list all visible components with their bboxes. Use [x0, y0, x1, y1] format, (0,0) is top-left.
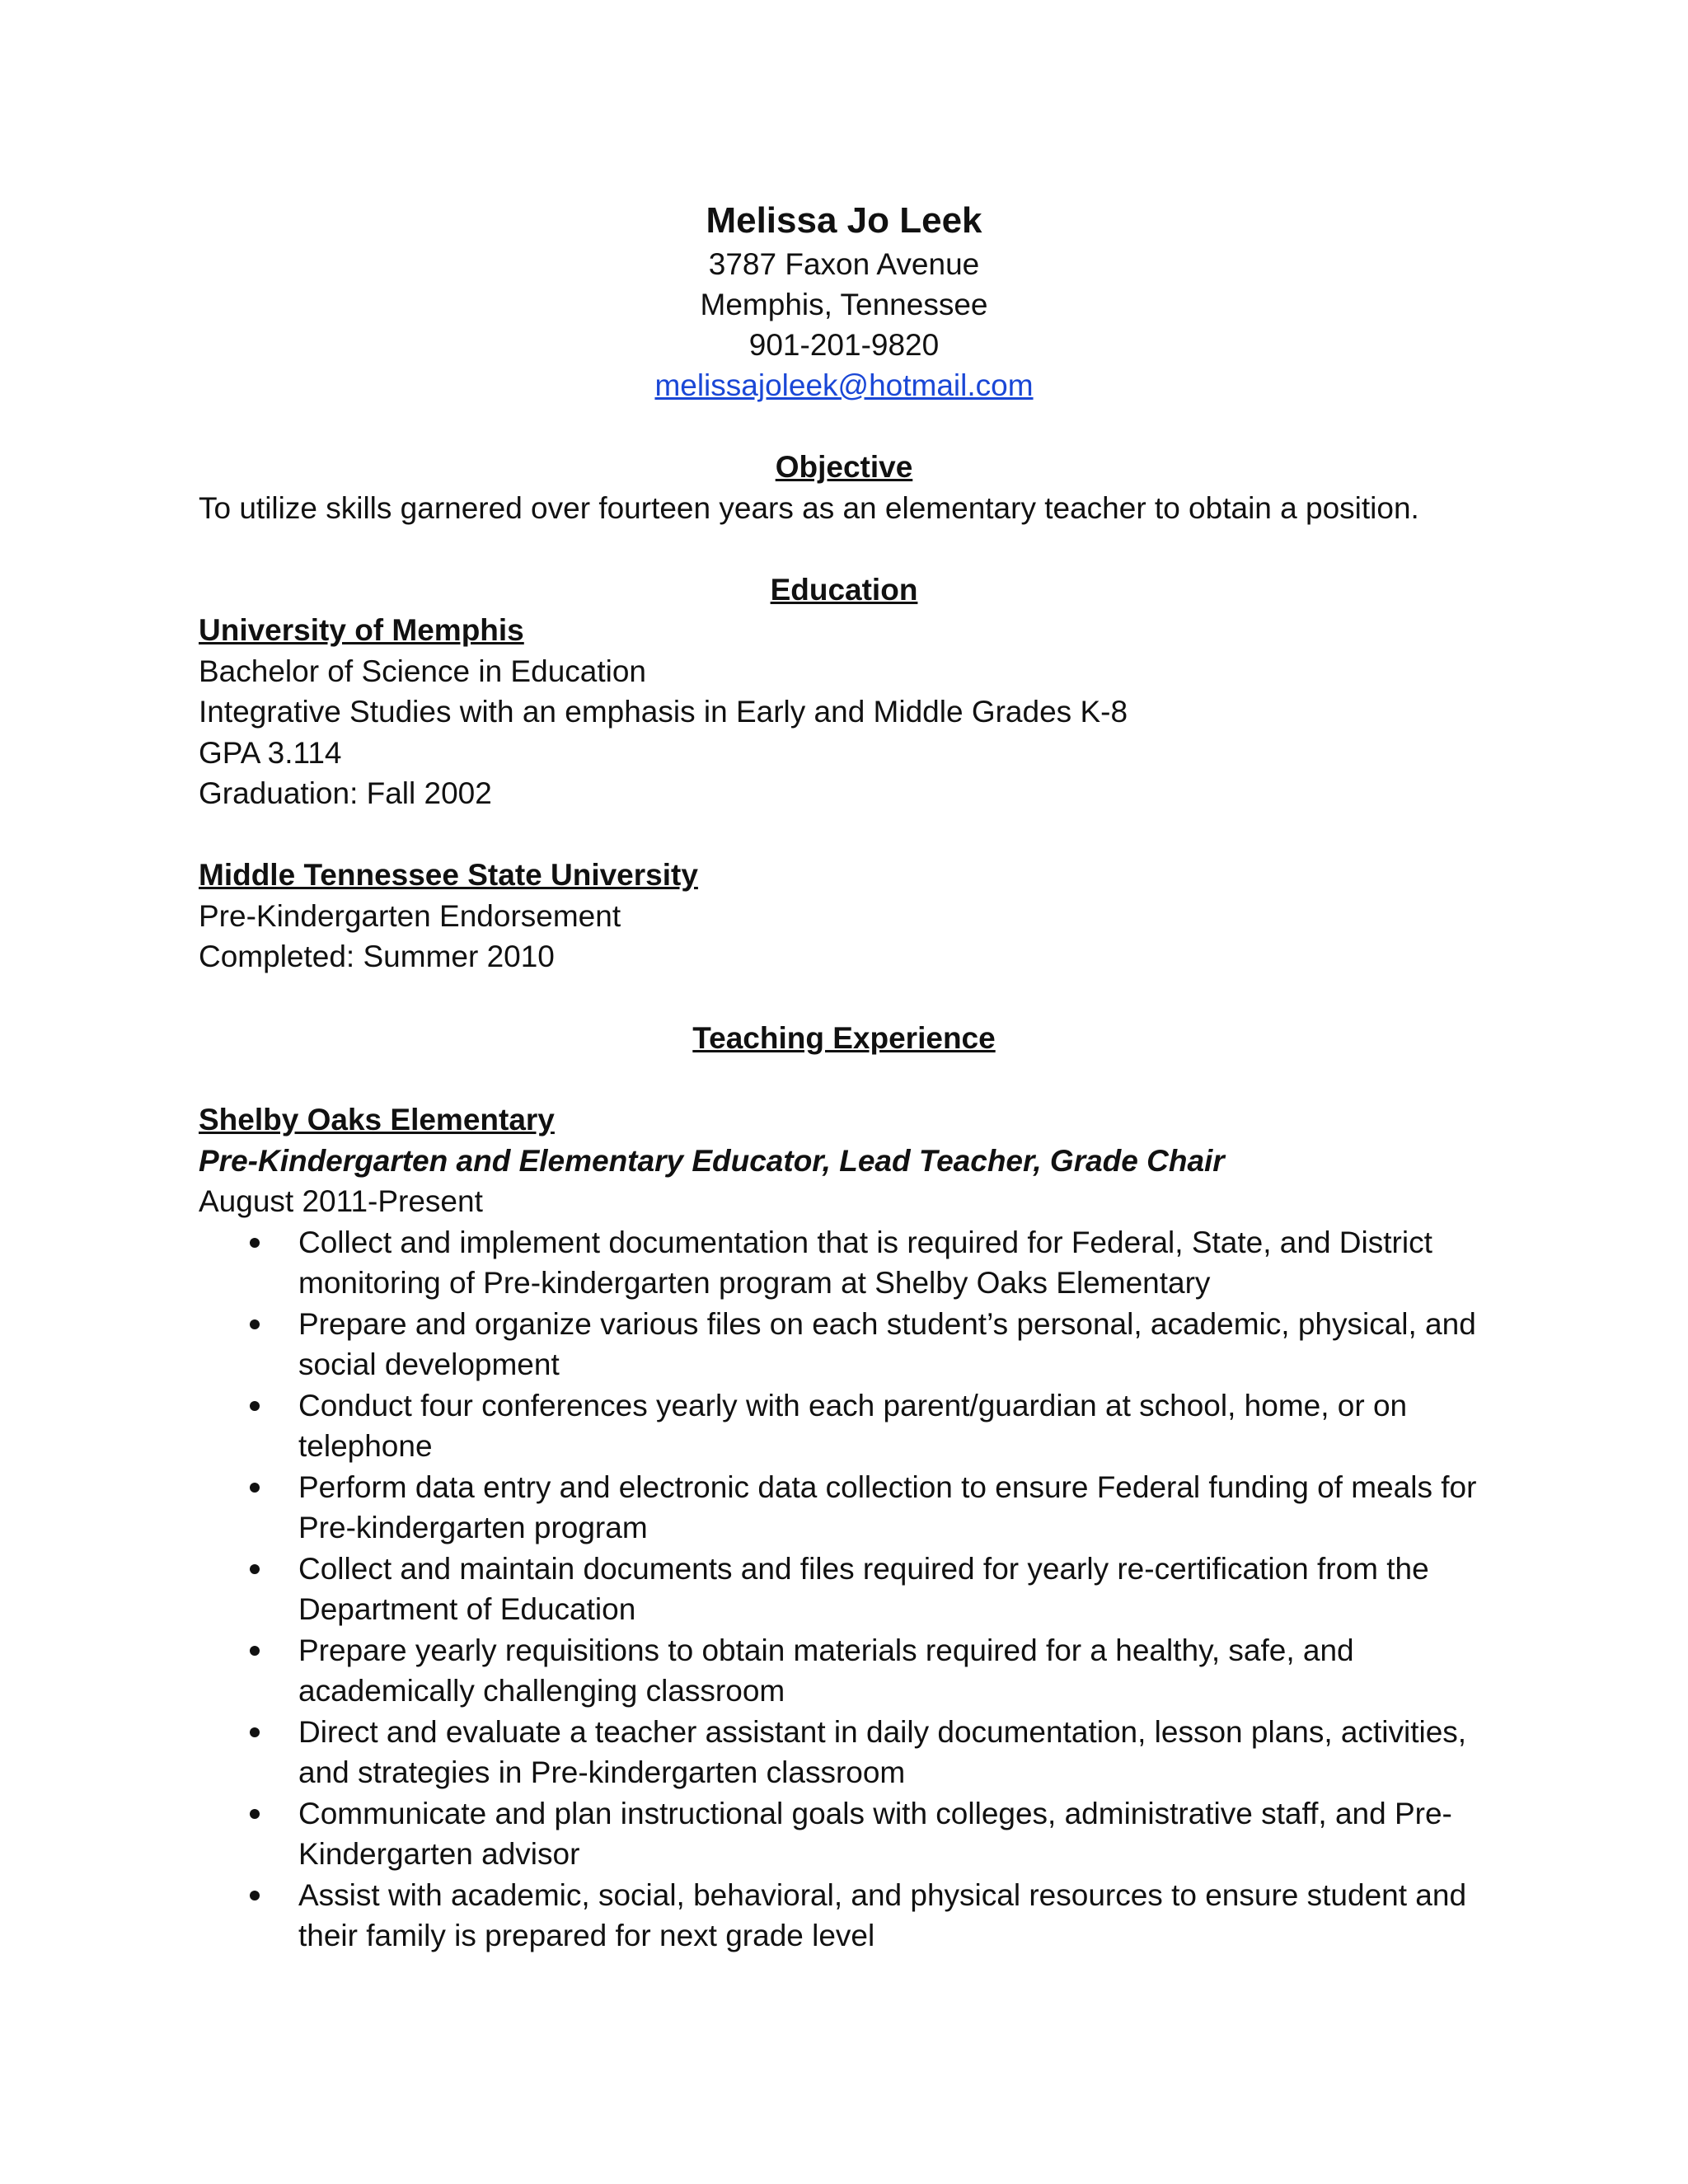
bullet-icon	[250, 1646, 260, 1656]
duties-list	[199, 1222, 1501, 1957]
phone-number: 901-201-9820	[748, 328, 940, 362]
contact-header	[0, 198, 1688, 405]
bullet-icon	[250, 1891, 260, 1900]
street-address: 3787 Faxon Avenue	[708, 247, 980, 281]
list-item: Assist with academic, social, behavioral, and physical resources to ensure student and their family is prepared for next grade level	[199, 1875, 1501, 1957]
bullet-icon	[250, 1319, 260, 1329]
city-state: Memphis, Tennessee	[700, 288, 988, 321]
job-dates: August 2011-Present	[199, 1184, 483, 1218]
list-item: Communicate and plan instructional goals with colleges, administrative staff, and Pre- Kindergarten advisor	[199, 1793, 1501, 1875]
degree-line: Pre-Kindergarten Endorsement	[199, 898, 621, 933]
education-heading: Education	[770, 572, 918, 607]
bullet-icon	[250, 1564, 260, 1574]
employer-name: Shelby Oaks Elementary	[199, 1103, 555, 1137]
list-item: Collect and implement documentation that is required for Federal, State, and District monitoring of Pre-kindergarten program at Shelby Oaks Elementary	[199, 1222, 1501, 1304]
bullet-icon	[250, 1401, 260, 1411]
list-item: Prepare and organize various files on each student’s personal, academic, physical, and social development	[199, 1304, 1501, 1385]
objective-text: To utilize skills garnered over fourteen years as an elementary teacher to obtain a position.	[199, 490, 1419, 525]
list-item: Collect and maintain documents and files required for yearly re-certification from the Department of Education	[199, 1549, 1501, 1630]
resume-body	[199, 447, 1501, 1957]
bullet-icon	[250, 1727, 260, 1737]
bullet-icon	[250, 1238, 260, 1248]
list-item: Prepare yearly requisitions to obtain materials required for a healthy, safe, and academically challenging classroom	[199, 1630, 1501, 1712]
degree-line: GPA 3.114	[199, 735, 342, 770]
degree-line: Graduation: Fall 2002	[199, 776, 492, 810]
objective-heading: Objective	[775, 450, 913, 484]
email-link[interactable]: melissajoleek@hotmail.com	[654, 368, 1034, 402]
list-item: Perform data entry and electronic data collection to ensure Federal funding of meals for Pre-kindergarten program	[199, 1467, 1501, 1549]
candidate-name: Melissa Jo Leek	[706, 200, 982, 241]
bullet-icon	[250, 1809, 260, 1819]
list-item: Conduct four conferences yearly with each parent/guardian at school, home, or on telephone	[199, 1385, 1501, 1467]
bullet-icon	[250, 1483, 260, 1493]
degree-line: Completed: Summer 2010	[199, 940, 555, 973]
degree-line: Integrative Studies with an emphasis in Early and Middle Grades K-8	[199, 695, 1128, 729]
job-title: Pre-Kindergarten and Elementary Educator, Lead Teacher, Grade Chair	[199, 1143, 1225, 1178]
school-name: Middle Tennessee State University	[199, 858, 698, 892]
degree-line: Bachelor of Science in Education	[199, 654, 647, 688]
list-item: Direct and evaluate a teacher assistant in daily documentation, lesson plans, activities, and strategies in Pre-kindergarten classroom	[199, 1712, 1501, 1793]
experience-heading: Teaching Experience	[692, 1021, 996, 1055]
school-name: University of Memphis	[199, 613, 524, 647]
